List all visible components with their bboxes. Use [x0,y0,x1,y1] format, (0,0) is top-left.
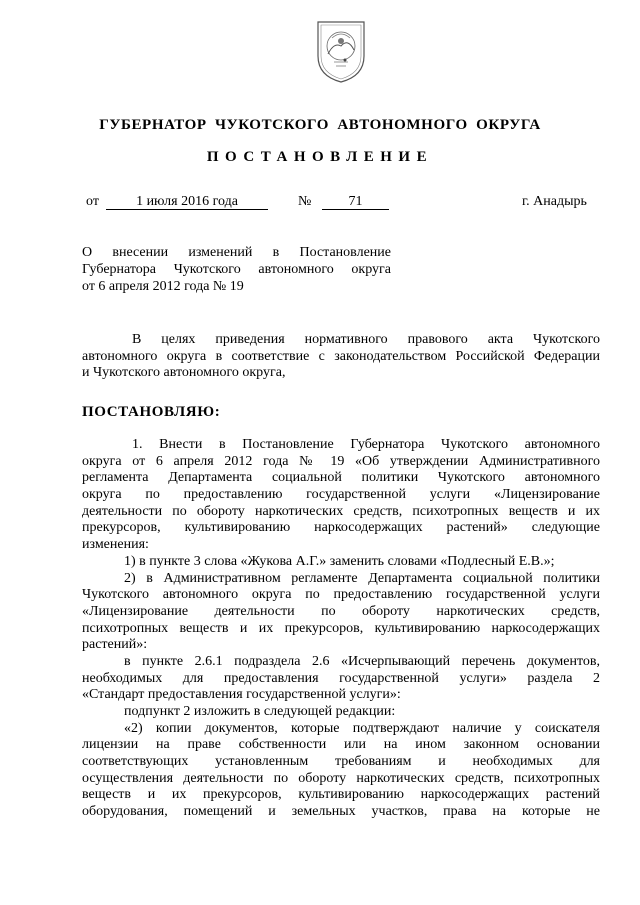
body-line: 1. Внести в Постановление Губернатора Чукотского автономного [132,437,600,452]
body-line: деятельности по обороту наркотических средств, психотропных веществ и их [82,503,600,519]
decree-heading: ПОСТАНОВЛЯЮ: [82,404,221,420]
preamble-line: автономного округа в соответствие с законодательством Российской Федерации [82,348,600,364]
body-line: округа по предоставлению государственной услуги «Лицензирование [82,487,600,503]
document-number: 71 [322,194,389,210]
body-line: веществ и их прекурсоров, культивированию наркосодержащих растений [82,787,600,803]
coat-of-arms-emblem [314,16,368,84]
body-line: «Стандарт предоставления государственной услуги»: [82,687,401,703]
body-line: психотропных веществ и их прекурсоров, культивированию наркосодержащих [82,620,600,636]
body-line: необходимых для предоставления государственной услуги» раздела 2 [82,670,600,686]
body-line: «Лицензирование деятельности по обороту наркотических средств, [82,603,600,619]
subject-line: от 6 апреля 2012 года № 19 [82,279,244,294]
body-line: 1) в пункте 3 слова «Жукова А.Г.» заменить словами «Подлесный Е.В.»; [124,553,555,569]
document-date: 1 июля 2016 года [106,194,268,210]
body-line: регламента Департамента социальной политики Чукотского автономного [82,470,600,486]
issuer-title: ГУБЕРНАТОР ЧУКОТСКОГО АВТОНОМНОГО ОКРУГА [99,117,541,133]
preamble-line: В целях приведения нормативного правового акта Чукотского [132,332,600,347]
body-line: изменения: [82,537,149,553]
decree-body [82,437,600,821]
body-line: осуществления деятельности по обороту наркотических средств, психотропных [82,770,600,786]
body-line: прекурсоров, культивированию наркосодержащих растений» следующие [82,520,600,536]
body-line: растений»: [82,637,148,653]
body-line: соответствующих установленным требованиям и необходимых для [82,754,600,770]
number-label: № [298,194,312,209]
document-city: г. Анадырь [522,194,587,209]
subject-line: О внесении изменений в Постановление [82,245,391,260]
body-line: лицензии на праве собственности или на ином законном основании [82,737,600,753]
document-subject [82,244,391,295]
preamble [82,332,600,382]
date-label: от [86,194,99,209]
subject-line: Губернатора Чукотского автономного округа [82,262,391,277]
body-line: оборудования, помещений и земельных участков, права на которые не [82,804,600,820]
body-line: «2) копии документов, которые подтверждают наличие у соискателя [124,720,600,736]
preamble-line: и Чукотского автономного округа, [82,365,286,381]
body-line: 2) в Административном регламенте Департамента социальной политики [124,570,600,586]
body-line: округа от 6 апреля 2012 года № 19 «Об утверждении Административного [82,453,600,469]
body-line: подпункт 2 изложить в следующей редакции: [124,704,396,719]
body-line: в пункте 2.6.1 подраздела 2.6 «Исчерпывающий перечень документов, [124,653,600,669]
document-type: ПОСТАНОВЛЕНИЕ [206,149,434,165]
body-line: Чукотского автономного округа по предоставлению государственной услуги [82,587,600,603]
